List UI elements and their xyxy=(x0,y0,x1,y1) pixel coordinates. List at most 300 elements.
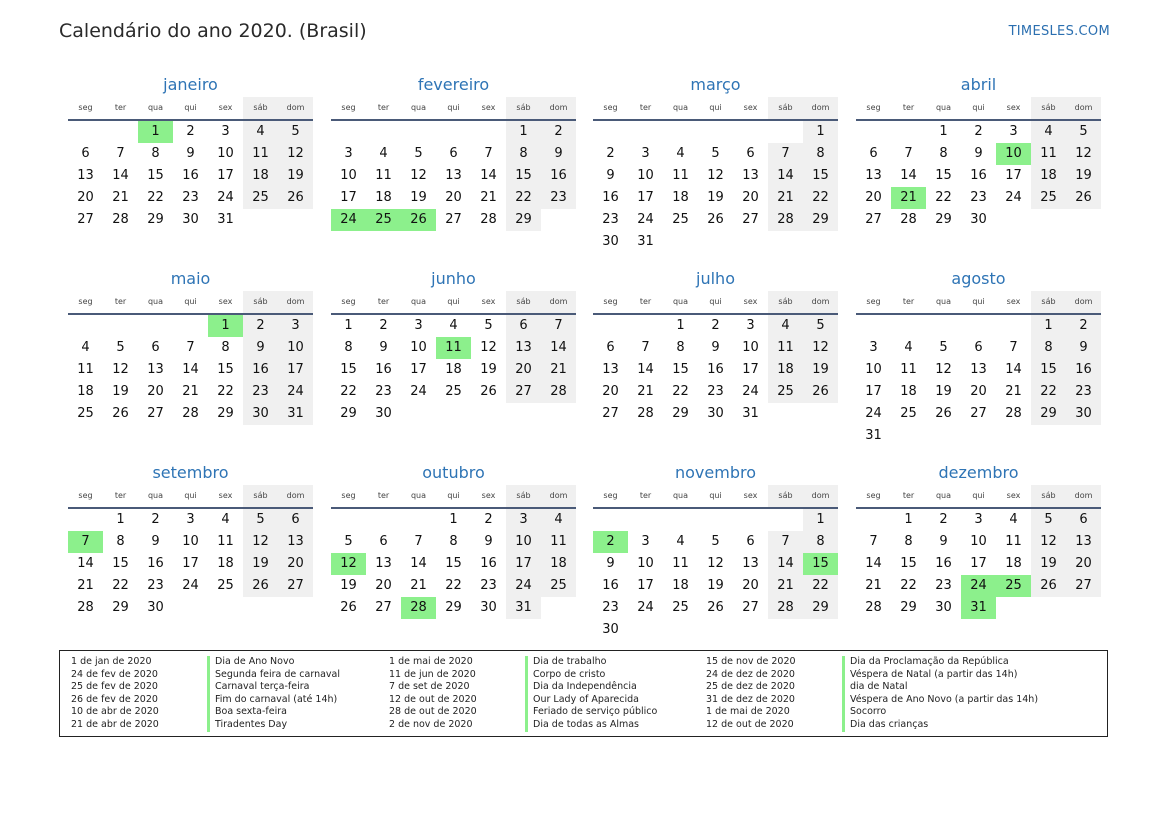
day-cell: 22 xyxy=(112,578,129,593)
week-row xyxy=(593,509,838,531)
day-cell: 17 xyxy=(278,359,313,381)
week-row xyxy=(331,381,576,403)
weekday-label: qui xyxy=(972,103,985,112)
legend-holiday-name: Feriado de serviço público xyxy=(525,706,657,719)
empty-cell xyxy=(926,425,961,447)
day-cell: 16 xyxy=(935,556,952,571)
day-cell: 7 xyxy=(869,534,878,549)
weekday-label: sex xyxy=(481,297,496,306)
weekday-label: dom xyxy=(541,291,576,313)
legend-date: 25 de fev de 2020 xyxy=(71,681,158,693)
week-row xyxy=(593,143,838,165)
weekday-label: ter xyxy=(902,103,915,112)
day-cell: 10 xyxy=(996,143,1031,165)
day-cell: 14 xyxy=(541,337,576,359)
day-cell: 29 xyxy=(340,406,357,421)
week-row xyxy=(68,553,313,575)
day-cell: 15 xyxy=(672,362,689,377)
day-cell: 29 xyxy=(672,406,689,421)
empty-cell xyxy=(768,619,803,641)
empty-cell xyxy=(961,315,996,337)
weekday-label: seg xyxy=(341,297,356,306)
day-cell: 4 xyxy=(768,315,803,337)
weekday-label: dom xyxy=(278,291,313,313)
empty-cell xyxy=(856,509,891,531)
week-row xyxy=(593,359,838,381)
day-cell: 14 xyxy=(1005,362,1022,377)
empty-cell xyxy=(471,121,506,143)
week-row xyxy=(68,337,313,359)
day-cell: 24 xyxy=(742,384,759,399)
day-cell: 19 xyxy=(410,190,427,205)
day-cell: 13 xyxy=(602,362,619,377)
day-cell: 23 xyxy=(602,600,619,615)
month-title: maio xyxy=(170,269,211,288)
weekday-label: sex xyxy=(1006,297,1021,306)
day-cell: 7 xyxy=(414,534,423,549)
day-cell: 6 xyxy=(606,340,615,355)
day-cell: 25 xyxy=(541,575,576,597)
day-cell: 26 xyxy=(707,600,724,615)
day-cell: 5 xyxy=(711,146,720,161)
day-cell: 23 xyxy=(243,381,278,403)
day-cell: 9 xyxy=(1066,337,1101,359)
month-julho xyxy=(593,267,838,425)
day-cell: 18 xyxy=(768,359,803,381)
day-cell: 23 xyxy=(970,190,987,205)
day-cell: 19 xyxy=(707,190,724,205)
weekday-header xyxy=(856,291,1101,315)
day-cell: 9 xyxy=(974,146,983,161)
day-cell: 5 xyxy=(484,318,493,333)
day-cell: 19 xyxy=(803,359,838,381)
day-cell: 13 xyxy=(278,531,313,553)
day-cell: 1 xyxy=(904,512,913,527)
day-cell: 20 xyxy=(865,190,882,205)
day-cell: 26 xyxy=(803,381,838,403)
weekday-label: qua xyxy=(147,103,164,112)
month-janeiro xyxy=(68,73,313,231)
weekday-label: qui xyxy=(447,297,460,306)
day-cell: 4 xyxy=(1009,512,1018,527)
weekday-label: ter xyxy=(377,491,390,500)
weekday-label: qui xyxy=(184,491,197,500)
empty-cell xyxy=(733,509,768,531)
day-cell: 16 xyxy=(707,362,724,377)
day-cell: 17 xyxy=(340,190,357,205)
day-cell: 26 xyxy=(480,384,497,399)
day-cell: 25 xyxy=(366,209,401,231)
month-maio xyxy=(68,267,313,425)
day-cell: 18 xyxy=(672,578,689,593)
month-title: agosto xyxy=(951,269,1006,288)
weekday-label: sex xyxy=(1006,491,1021,500)
day-cell: 19 xyxy=(243,553,278,575)
weekday-label: qui xyxy=(184,103,197,112)
day-cell: 3 xyxy=(1009,124,1018,139)
empty-cell xyxy=(628,121,663,143)
week-row xyxy=(593,619,838,641)
empty-cell xyxy=(698,619,733,641)
week-row xyxy=(856,575,1101,597)
month-junho xyxy=(331,267,576,425)
day-cell: 28 xyxy=(768,597,803,619)
weekday-label: sáb xyxy=(1031,97,1066,119)
day-cell: 4 xyxy=(221,512,230,527)
day-cell: 25 xyxy=(672,600,689,615)
day-cell: 27 xyxy=(375,600,392,615)
day-cell: 9 xyxy=(379,340,388,355)
site-link[interactable]: TIMESLES.COM xyxy=(1008,24,1110,39)
week-row xyxy=(856,187,1101,209)
legend-holiday-name: Dia de Ano Novo xyxy=(207,656,294,669)
day-cell: 12 xyxy=(243,531,278,553)
day-cell: 16 xyxy=(182,168,199,183)
day-cell: 21 xyxy=(768,187,803,209)
empty-cell xyxy=(663,509,698,531)
day-cell: 17 xyxy=(410,362,427,377)
weekday-label: sáb xyxy=(1031,291,1066,313)
day-cell: 25 xyxy=(768,381,803,403)
day-cell: 25 xyxy=(672,212,689,227)
empty-cell xyxy=(628,315,663,337)
day-cell: 25 xyxy=(900,406,917,421)
legend-date: 1 de mai de 2020 xyxy=(389,656,473,667)
week-row xyxy=(331,553,576,575)
day-cell: 30 xyxy=(707,406,724,421)
day-cell: 7 xyxy=(68,531,103,553)
weekday-label: ter xyxy=(639,297,652,306)
day-cell: 12 xyxy=(1031,531,1066,553)
week-row xyxy=(68,575,313,597)
week-row xyxy=(593,315,838,337)
day-cell: 1 xyxy=(676,318,685,333)
day-cell: 26 xyxy=(278,187,313,209)
day-cell: 22 xyxy=(340,384,357,399)
legend-date: 24 de dez de 2020 xyxy=(706,668,795,680)
legend-holiday-name: Dia das crianças xyxy=(842,719,928,732)
day-cell: 30 xyxy=(182,212,199,227)
day-cell: 27 xyxy=(970,406,987,421)
empty-cell xyxy=(471,403,506,425)
day-cell: 26 xyxy=(340,600,357,615)
day-cell: 19 xyxy=(278,165,313,187)
day-cell: 14 xyxy=(410,556,427,571)
day-cell: 29 xyxy=(803,597,838,619)
empty-cell xyxy=(698,231,733,253)
day-cell: 2 xyxy=(593,531,628,553)
day-cell: 12 xyxy=(935,362,952,377)
day-cell: 21 xyxy=(480,190,497,205)
day-cell: 15 xyxy=(803,165,838,187)
week-row xyxy=(68,531,313,553)
week-row xyxy=(593,381,838,403)
month-agosto xyxy=(856,267,1101,447)
day-cell: 12 xyxy=(707,168,724,183)
day-cell: 23 xyxy=(935,578,952,593)
day-cell: 1 xyxy=(116,512,125,527)
day-cell: 21 xyxy=(77,578,94,593)
empty-cell xyxy=(628,619,663,641)
legend-holiday-name: Dia da Proclamação da República xyxy=(842,656,1009,669)
legend-date: 28 de out de 2020 xyxy=(389,706,477,718)
week-row xyxy=(68,509,313,531)
legend-date: 12 de out de 2020 xyxy=(706,718,794,730)
day-cell: 19 xyxy=(340,578,357,593)
day-cell: 18 xyxy=(77,384,94,399)
day-cell: 4 xyxy=(81,340,90,355)
day-cell: 12 xyxy=(278,143,313,165)
day-cell: 31 xyxy=(217,212,234,227)
day-cell: 6 xyxy=(151,340,160,355)
day-cell: 13 xyxy=(375,556,392,571)
week-row xyxy=(331,337,576,359)
day-cell: 2 xyxy=(186,124,195,139)
day-cell: 13 xyxy=(445,168,462,183)
weekday-label: sex xyxy=(218,491,233,500)
empty-cell xyxy=(628,509,663,531)
weekday-label: ter xyxy=(902,297,915,306)
day-cell: 28 xyxy=(900,212,917,227)
weekday-label: seg xyxy=(78,103,93,112)
day-cell: 19 xyxy=(480,362,497,377)
day-cell: 22 xyxy=(506,187,541,209)
day-cell: 11 xyxy=(217,534,234,549)
day-cell: 11 xyxy=(541,531,576,553)
month-title: junho xyxy=(431,269,476,288)
legend-date: 24 de fev de 2020 xyxy=(71,668,158,680)
day-cell: 1 xyxy=(208,315,243,337)
day-cell: 27 xyxy=(1066,575,1101,597)
weekday-label: seg xyxy=(341,491,356,500)
empty-cell xyxy=(698,121,733,143)
weekday-label: ter xyxy=(114,103,127,112)
week-row xyxy=(68,165,313,187)
day-cell: 11 xyxy=(672,168,689,183)
day-cell: 20 xyxy=(278,553,313,575)
day-cell: 13 xyxy=(1066,531,1101,553)
day-cell: 15 xyxy=(900,556,917,571)
weekday-label: qui xyxy=(709,103,722,112)
empty-cell xyxy=(331,121,366,143)
weekday-label: qua xyxy=(147,297,164,306)
day-cell: 27 xyxy=(742,212,759,227)
weekday-label: seg xyxy=(866,297,881,306)
empty-cell xyxy=(68,121,103,143)
week-row xyxy=(68,121,313,143)
day-cell: 24 xyxy=(637,212,654,227)
empty-cell xyxy=(593,121,628,143)
empty-cell xyxy=(331,509,366,531)
day-cell: 19 xyxy=(1066,165,1101,187)
day-cell: 23 xyxy=(182,190,199,205)
weekday-label: qui xyxy=(972,297,985,306)
day-cell: 9 xyxy=(541,143,576,165)
day-cell: 20 xyxy=(375,578,392,593)
empty-cell xyxy=(173,597,208,619)
day-cell: 26 xyxy=(401,209,436,231)
weekday-label: qui xyxy=(184,297,197,306)
day-cell: 14 xyxy=(637,362,654,377)
day-cell: 7 xyxy=(904,146,913,161)
day-cell: 9 xyxy=(484,534,493,549)
day-cell: 26 xyxy=(112,406,129,421)
day-cell: 17 xyxy=(970,556,987,571)
day-cell: 11 xyxy=(436,337,471,359)
month-outubro xyxy=(331,461,576,619)
day-cell: 29 xyxy=(900,600,917,615)
weekday-label: seg xyxy=(866,103,881,112)
day-cell: 10 xyxy=(278,337,313,359)
empty-cell xyxy=(1066,597,1101,619)
empty-cell xyxy=(733,231,768,253)
legend-holiday-name: Dia de trabalho xyxy=(525,656,606,669)
weekday-label: dom xyxy=(541,485,576,507)
empty-cell xyxy=(698,509,733,531)
day-cell: 17 xyxy=(637,190,654,205)
weekday-label: dom xyxy=(278,485,313,507)
day-cell: 22 xyxy=(217,384,234,399)
day-cell: 11 xyxy=(1031,143,1066,165)
week-row xyxy=(331,315,576,337)
day-cell: 10 xyxy=(182,534,199,549)
day-cell: 10 xyxy=(340,168,357,183)
weekday-label: dom xyxy=(1066,291,1101,313)
month-title: abril xyxy=(960,75,997,94)
week-row xyxy=(593,597,838,619)
day-cell: 3 xyxy=(641,146,650,161)
empty-cell xyxy=(803,619,838,641)
day-cell: 21 xyxy=(112,190,129,205)
day-cell: 26 xyxy=(243,575,278,597)
week-row xyxy=(593,575,838,597)
day-cell: 3 xyxy=(974,512,983,527)
day-cell: 1 xyxy=(506,121,541,143)
day-cell: 28 xyxy=(182,406,199,421)
day-cell: 2 xyxy=(711,318,720,333)
day-cell: 18 xyxy=(541,553,576,575)
day-cell: 28 xyxy=(77,600,94,615)
empty-cell xyxy=(768,509,803,531)
day-cell: 11 xyxy=(243,143,278,165)
day-cell: 30 xyxy=(602,234,619,249)
legend-date: 10 de abr de 2020 xyxy=(71,706,159,718)
weekday-label: seg xyxy=(78,491,93,500)
week-row xyxy=(331,403,576,425)
day-cell: 24 xyxy=(637,600,654,615)
legend-date: 7 de set de 2020 xyxy=(389,681,470,693)
weekday-label: qua xyxy=(935,103,952,112)
day-cell: 10 xyxy=(217,146,234,161)
weekday-label: sex xyxy=(481,491,496,500)
week-row xyxy=(68,187,313,209)
day-cell: 10 xyxy=(637,556,654,571)
day-cell: 11 xyxy=(900,362,917,377)
day-cell: 16 xyxy=(243,359,278,381)
month-fevereiro xyxy=(331,73,576,231)
month-title: julho xyxy=(696,269,735,288)
empty-cell xyxy=(278,597,313,619)
day-cell: 17 xyxy=(742,362,759,377)
weekday-header xyxy=(856,97,1101,121)
empty-cell xyxy=(768,121,803,143)
day-cell: 10 xyxy=(865,362,882,377)
day-cell: 8 xyxy=(803,531,838,553)
day-cell: 18 xyxy=(375,190,392,205)
week-row xyxy=(68,597,313,619)
day-cell: 27 xyxy=(445,212,462,227)
day-cell: 8 xyxy=(151,146,160,161)
weekday-label: qui xyxy=(709,297,722,306)
weekday-label: seg xyxy=(603,491,618,500)
empty-cell xyxy=(1031,425,1066,447)
empty-cell xyxy=(541,403,576,425)
week-row xyxy=(856,315,1101,337)
day-cell: 21 xyxy=(1005,384,1022,399)
day-cell: 28 xyxy=(112,212,129,227)
day-cell: 10 xyxy=(506,531,541,553)
day-cell: 15 xyxy=(445,556,462,571)
day-cell: 20 xyxy=(506,359,541,381)
weekday-label: dom xyxy=(1066,97,1101,119)
day-cell: 12 xyxy=(331,553,366,575)
week-row xyxy=(331,143,576,165)
week-row xyxy=(593,337,838,359)
day-cell: 26 xyxy=(707,212,724,227)
legend-date: 26 de fev de 2020 xyxy=(71,693,158,705)
weekday-label: dom xyxy=(278,97,313,119)
weekday-label: sex xyxy=(1006,103,1021,112)
day-cell: 6 xyxy=(746,534,755,549)
day-cell: 31 xyxy=(278,403,313,425)
day-cell: 7 xyxy=(541,315,576,337)
day-cell: 22 xyxy=(1031,381,1066,403)
day-cell: 31 xyxy=(865,428,882,443)
weekday-header xyxy=(593,97,838,121)
weekday-label: sáb xyxy=(506,485,541,507)
empty-cell xyxy=(68,315,103,337)
day-cell: 4 xyxy=(676,146,685,161)
empty-cell xyxy=(926,315,961,337)
day-cell: 8 xyxy=(676,340,685,355)
empty-cell xyxy=(663,619,698,641)
day-cell: 5 xyxy=(116,340,125,355)
day-cell: 6 xyxy=(81,146,90,161)
day-cell: 6 xyxy=(379,534,388,549)
weekday-label: sex xyxy=(218,103,233,112)
week-row xyxy=(331,597,576,619)
weekday-label: dom xyxy=(803,97,838,119)
day-cell: 22 xyxy=(672,384,689,399)
empty-cell xyxy=(401,403,436,425)
legend-date: 25 de dez de 2020 xyxy=(706,681,795,693)
weekday-label: seg xyxy=(341,103,356,112)
day-cell: 17 xyxy=(1005,168,1022,183)
day-cell: 16 xyxy=(541,165,576,187)
empty-cell xyxy=(68,509,103,531)
legend-holiday-name: Segunda feira de carnaval xyxy=(207,669,340,682)
week-row xyxy=(856,531,1101,553)
week-row xyxy=(593,121,838,143)
week-row xyxy=(68,143,313,165)
legend-date: 2 de nov de 2020 xyxy=(389,718,473,730)
day-cell: 21 xyxy=(891,187,926,209)
day-cell: 2 xyxy=(939,512,948,527)
week-row xyxy=(331,209,576,231)
legend-holiday-name: Dia de todas as Almas xyxy=(525,719,639,732)
weekday-label: qui xyxy=(447,491,460,500)
day-cell: 9 xyxy=(186,146,195,161)
